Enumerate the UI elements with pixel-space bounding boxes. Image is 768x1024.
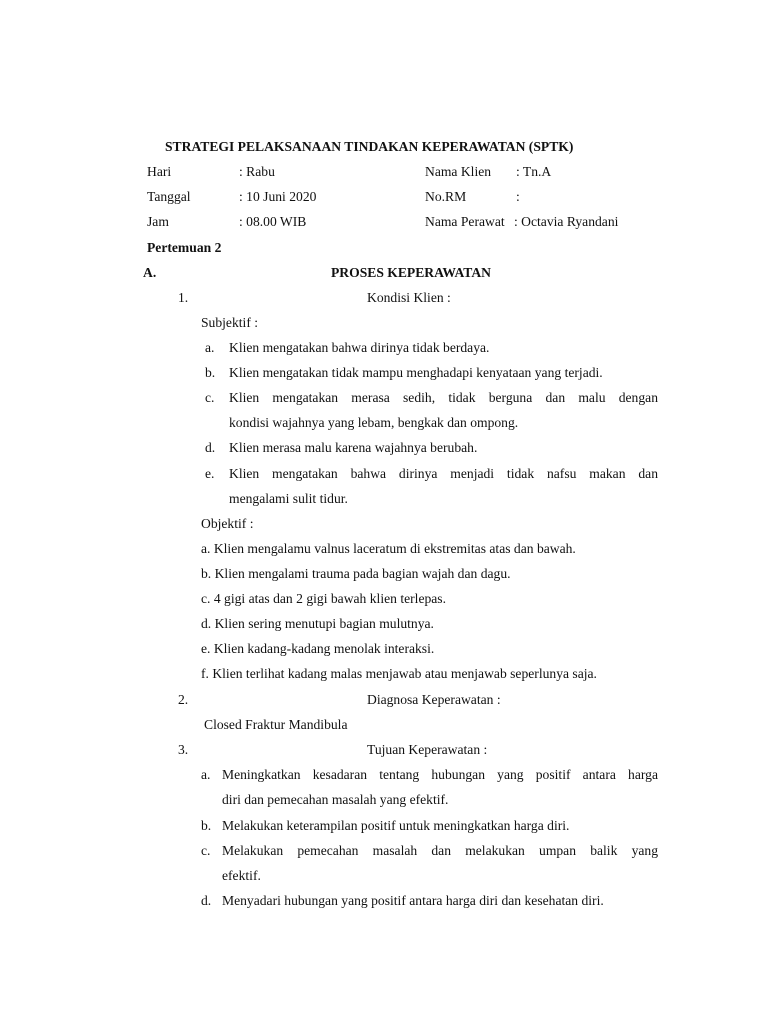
meeting-label: Pertemuan 2 xyxy=(147,240,222,255)
subjektif-label: Subjektif : xyxy=(201,315,259,330)
objektif-b: b. Klien mengalami trauma pada bagian wajah dan dagu. xyxy=(201,566,511,581)
norm-value: : xyxy=(516,189,520,204)
item2-heading: Diagnosa Keperawatan : xyxy=(367,692,501,707)
subjektif-b-letter: b. xyxy=(205,365,216,380)
subjektif-e-text-line2: mengalami sulit tidur. xyxy=(229,491,348,506)
subjektif-c-text-line1: Klien mengatakan merasa sedih, tidak berguna dan malu dengan xyxy=(229,390,658,405)
hari-label: Hari xyxy=(147,164,172,179)
tujuan-b-letter: b. xyxy=(201,818,212,833)
section-a-title: PROSES KEPERAWATAN xyxy=(331,265,492,280)
norm-label: No.RM xyxy=(425,189,467,204)
section-a-letter: A. xyxy=(143,265,157,280)
item1-number: 1. xyxy=(178,290,189,305)
tujuan-d-letter: d. xyxy=(201,893,212,908)
subjektif-e-text-line1: Klien mengatakan bahwa dirinya menjadi tidak nafsu makan dan xyxy=(229,466,658,481)
subjektif-e-letter: e. xyxy=(205,466,215,481)
tujuan-c-text-line1: Melakukan pemecahan masalah dan melakukan umpan balik yang xyxy=(222,843,658,858)
item1-heading: Kondisi Klien : xyxy=(367,290,451,305)
tujuan-d-text: Menyadari hubungan yang positif antara harga diri dan kesehatan diri. xyxy=(222,893,604,908)
subjektif-d-letter: d. xyxy=(205,440,216,455)
nama-perawat-value: : Octavia Ryandani xyxy=(514,214,619,229)
subjektif-d-text: Klien merasa malu karena wajahnya berubah. xyxy=(229,440,478,455)
tanggal-value: : 10 Juni 2020 xyxy=(239,189,317,204)
jam-label: Jam xyxy=(147,214,169,229)
item2-number: 2. xyxy=(178,692,189,707)
nama-perawat-label: Nama Perawat xyxy=(425,214,505,229)
subjektif-c-letter: c. xyxy=(205,390,215,405)
tujuan-a-text-line1: Meningkatkan kesadaran tentang hubungan yang positif antara harga xyxy=(222,767,658,782)
tujuan-c-letter: c. xyxy=(201,843,211,858)
diagnosis-value: Closed Fraktur Mandibula xyxy=(204,717,348,732)
objektif-d: d. Klien sering menutupi bagian mulutnya. xyxy=(201,616,434,631)
objektif-e: e. Klien kadang-kadang menolak interaksi. xyxy=(201,641,435,656)
subjektif-c-text-line2: kondisi wajahnya yang lebam, bengkak dan ompong. xyxy=(229,415,519,430)
objektif-f: f. Klien terlihat kadang malas menjawab atau menjawab seperlunya saja. xyxy=(201,666,597,681)
item3-number: 3. xyxy=(178,742,189,757)
tujuan-a-letter: a. xyxy=(201,767,211,782)
document-title: STRATEGI PELAKSANAAN TINDAKAN KEPERAWATAN (SPTK) xyxy=(165,139,574,154)
objektif-label: Objektif : xyxy=(201,516,254,531)
jam-value: : 08.00 WIB xyxy=(239,214,307,229)
tujuan-c-text-line2: efektif. xyxy=(222,868,261,883)
item3-heading: Tujuan Keperawatan : xyxy=(367,742,488,757)
subjektif-a-text: Klien mengatakan bahwa dirinya tidak berdaya. xyxy=(229,340,490,355)
tujuan-b-text: Melakukan keterampilan positif untuk meningkatkan harga diri. xyxy=(222,818,570,833)
nama-klien-value: : Tn.A xyxy=(516,164,552,179)
subjektif-b-text: Klien mengatakan tidak mampu menghadapi kenyataan yang terjadi. xyxy=(229,365,603,380)
tanggal-label: Tanggal xyxy=(147,189,191,204)
objektif-a: a. Klien mengalamu valnus laceratum di ekstremitas atas dan bawah. xyxy=(201,541,576,556)
subjektif-a-letter: a. xyxy=(205,340,215,355)
nama-klien-label: Nama Klien xyxy=(425,164,492,179)
hari-value: : Rabu xyxy=(239,164,275,179)
objektif-c: c. 4 gigi atas dan 2 gigi bawah klien terlepas. xyxy=(201,591,446,606)
tujuan-a-text-line2: diri dan pemecahan masalah yang efektif. xyxy=(222,792,449,807)
